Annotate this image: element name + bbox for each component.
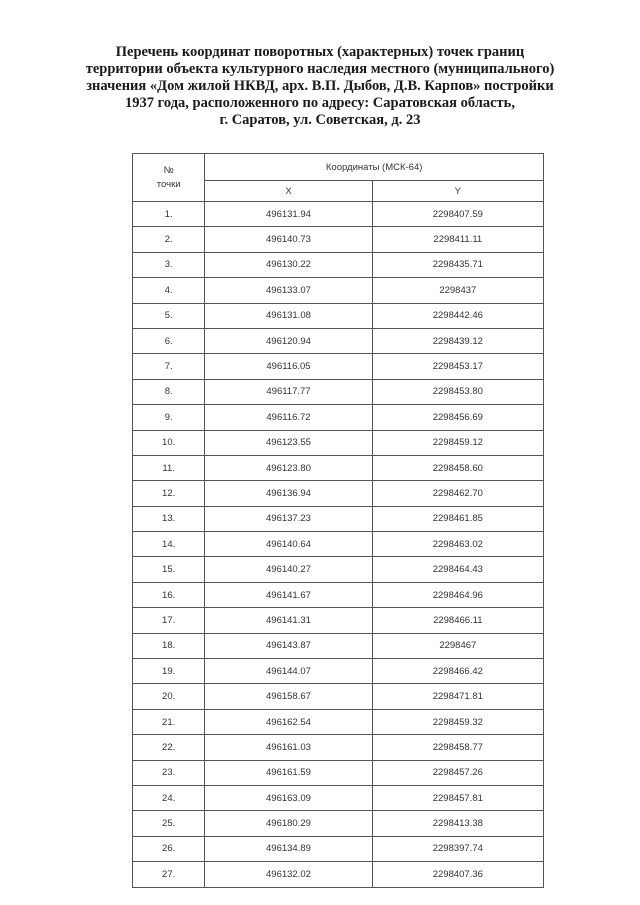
header-num-label: точки	[156, 178, 181, 190]
cell-x: 496134.89	[205, 836, 372, 861]
cell-x: 496140.73	[205, 227, 372, 252]
cell-point-number: 8.	[133, 379, 205, 404]
cell-y: 2298407.59	[372, 202, 543, 227]
cell-point-number: 19.	[133, 659, 205, 684]
title-line: 1937 года, расположенного по адресу: Саратовская область,	[125, 95, 515, 111]
cell-x: 496117.77	[205, 379, 372, 404]
cell-point-number: 15.	[133, 557, 205, 582]
header-x: X	[205, 181, 372, 202]
cell-x: 496141.31	[205, 608, 372, 633]
cell-x: 496180.29	[205, 811, 372, 836]
cell-point-number: 5.	[133, 303, 205, 328]
table-row	[133, 608, 544, 633]
cell-y: 2298457.81	[372, 785, 543, 810]
cell-point-number: 17.	[133, 608, 205, 633]
cell-y: 2298463.02	[372, 532, 543, 557]
table-row	[133, 303, 544, 328]
table-row	[133, 862, 544, 887]
table-row	[133, 506, 544, 531]
table-row	[133, 735, 544, 760]
cell-x: 496116.05	[205, 354, 372, 379]
title-line: г. Саратов, ул. Советская, д. 23	[219, 112, 421, 128]
table-row	[133, 354, 544, 379]
cell-y: 2298413.38	[372, 811, 543, 836]
table-row	[133, 633, 544, 658]
cell-y: 2298397.74	[372, 836, 543, 861]
header-y: Y	[372, 181, 543, 202]
cell-x: 496123.80	[205, 455, 372, 480]
cell-point-number: 16.	[133, 582, 205, 607]
title-line: территории объекта культурного наследия местного (муниципального)	[85, 61, 555, 77]
cell-y: 2298464.43	[372, 557, 543, 582]
header-point-number	[133, 154, 205, 202]
cell-point-number: 13.	[133, 506, 205, 531]
cell-y: 2298461.85	[372, 506, 543, 531]
table-row	[133, 532, 544, 557]
cell-y: 2298453.17	[372, 354, 543, 379]
cell-x: 496140.27	[205, 557, 372, 582]
table-row	[133, 430, 544, 455]
table-row	[133, 684, 544, 709]
cell-y: 2298411.11	[372, 227, 543, 252]
cell-x: 496132.02	[205, 862, 372, 887]
document-title	[40, 44, 600, 129]
table-row	[133, 785, 544, 810]
table-row	[133, 405, 544, 430]
cell-x: 496137.23	[205, 506, 372, 531]
cell-x: 496158.67	[205, 684, 372, 709]
cell-x: 496120.94	[205, 328, 372, 353]
header-num-sign: №	[163, 164, 174, 176]
cell-point-number: 24.	[133, 785, 205, 810]
table-row	[133, 659, 544, 684]
table-row	[133, 760, 544, 785]
cell-y: 2298466.42	[372, 659, 543, 684]
cell-point-number: 27.	[133, 862, 205, 887]
cell-x: 496123.55	[205, 430, 372, 455]
cell-point-number: 9.	[133, 405, 205, 430]
cell-point-number: 2.	[133, 227, 205, 252]
coordinates-table	[132, 153, 544, 888]
cell-x: 496163.09	[205, 785, 372, 810]
cell-y: 2298459.32	[372, 709, 543, 734]
cell-y: 2298459.12	[372, 430, 543, 455]
table-row	[133, 227, 544, 252]
cell-x: 496161.59	[205, 760, 372, 785]
cell-point-number: 4.	[133, 278, 205, 303]
cell-y: 2298466.11	[372, 608, 543, 633]
cell-x: 496131.08	[205, 303, 372, 328]
cell-x: 496130.22	[205, 252, 372, 277]
cell-point-number: 1.	[133, 202, 205, 227]
cell-point-number: 23.	[133, 760, 205, 785]
cell-y: 2298464.96	[372, 582, 543, 607]
table-row	[133, 811, 544, 836]
cell-y: 2298435.71	[372, 252, 543, 277]
cell-y: 2298471.81	[372, 684, 543, 709]
table-row	[133, 252, 544, 277]
cell-y: 2298437	[372, 278, 543, 303]
table-row	[133, 278, 544, 303]
cell-x: 496136.94	[205, 481, 372, 506]
table-row	[133, 455, 544, 480]
table-row	[133, 481, 544, 506]
cell-point-number: 3.	[133, 252, 205, 277]
cell-point-number: 14.	[133, 532, 205, 557]
cell-x: 496141.67	[205, 582, 372, 607]
cell-point-number: 6.	[133, 328, 205, 353]
table-row	[133, 379, 544, 404]
cell-y: 2298442.46	[372, 303, 543, 328]
table-row	[133, 836, 544, 861]
cell-x: 496140.64	[205, 532, 372, 557]
table-row	[133, 709, 544, 734]
cell-y: 2298439.12	[372, 328, 543, 353]
cell-y: 2298462.70	[372, 481, 543, 506]
cell-y: 2298458.60	[372, 455, 543, 480]
cell-point-number: 10.	[133, 430, 205, 455]
cell-x: 496133.07	[205, 278, 372, 303]
table-row	[133, 202, 544, 227]
cell-point-number: 12.	[133, 481, 205, 506]
cell-y: 2298407.36	[372, 862, 543, 887]
cell-x: 496162.54	[205, 709, 372, 734]
cell-point-number: 20.	[133, 684, 205, 709]
cell-y: 2298458.77	[372, 735, 543, 760]
cell-point-number: 7.	[133, 354, 205, 379]
cell-x: 496116.72	[205, 405, 372, 430]
cell-x: 496161.03	[205, 735, 372, 760]
table-body	[133, 202, 544, 888]
cell-x: 496143.87	[205, 633, 372, 658]
cell-y: 2298456.69	[372, 405, 543, 430]
cell-point-number: 22.	[133, 735, 205, 760]
title-line: значения «Дом жилой НКВД, арх. В.П. Дыбов, Д.В. Карпов» постройки	[86, 78, 554, 94]
table-row	[133, 328, 544, 353]
cell-point-number: 21.	[133, 709, 205, 734]
table-row	[133, 582, 544, 607]
table-row	[133, 557, 544, 582]
cell-y: 2298453.80	[372, 379, 543, 404]
cell-point-number: 18.	[133, 633, 205, 658]
cell-point-number: 11.	[133, 455, 205, 480]
header-coordinates: Координаты (МСК-64)	[205, 154, 544, 181]
cell-x: 496144.07	[205, 659, 372, 684]
cell-point-number: 26.	[133, 836, 205, 861]
cell-x: 496131.94	[205, 202, 372, 227]
cell-y: 2298457.26	[372, 760, 543, 785]
cell-point-number: 25.	[133, 811, 205, 836]
cell-y: 2298467	[372, 633, 543, 658]
title-line: Перечень координат поворотных (характерных) точек границ	[115, 44, 525, 60]
